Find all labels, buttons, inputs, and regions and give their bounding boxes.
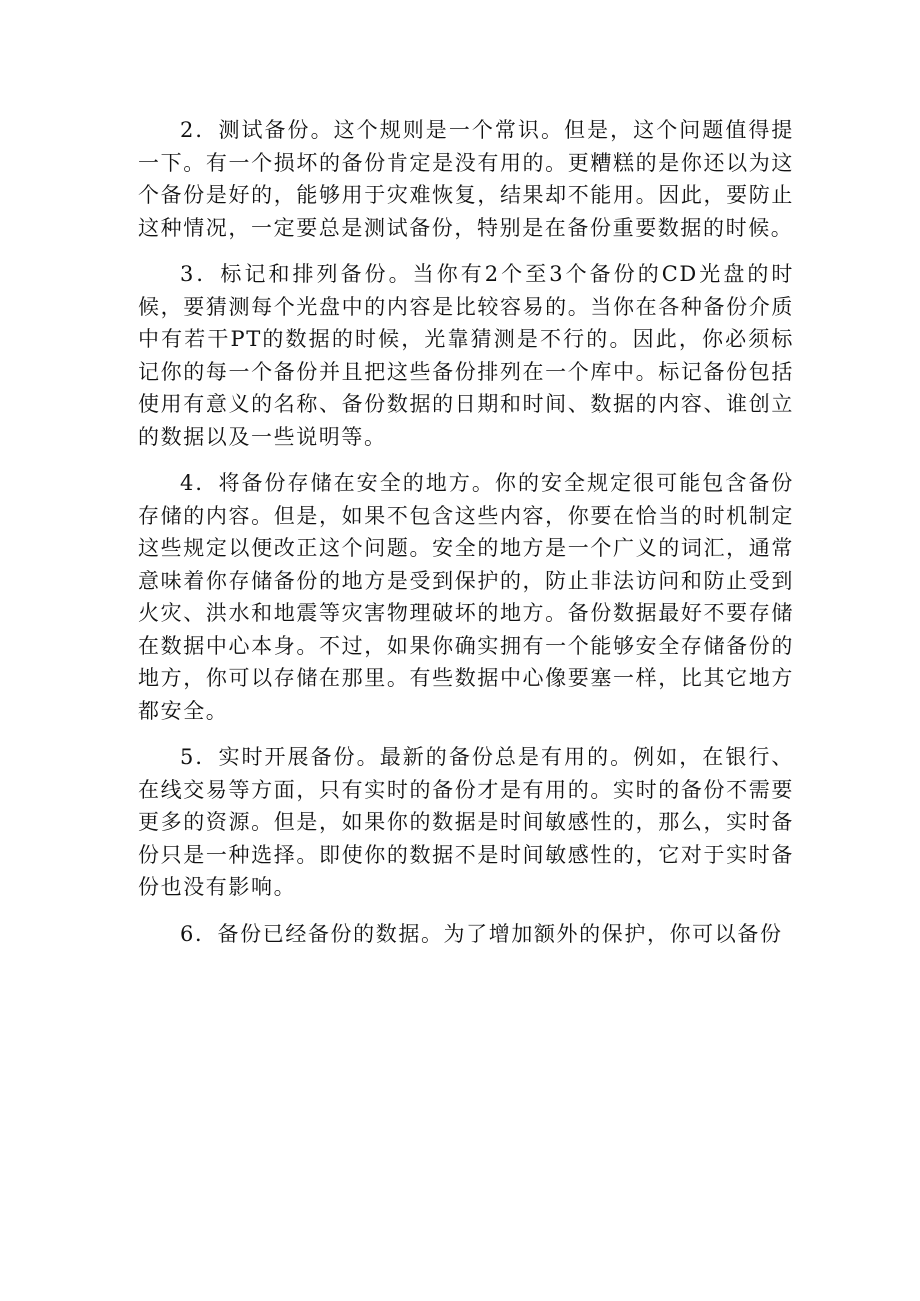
paragraph-backup-backed-up-data: 6．备份已经备份的数据。为了增加额外的保护，你可以备份 <box>180 921 783 946</box>
document-body <box>138 114 794 964</box>
paragraph-label-backups: 3．标记和排列备份。当你有2个至3个备份的CD光盘的时候，要猜测每个光盘中的内容是比较容易的。当你在各种备份介质中有若干PT的数据的时候，光靠猜测是不行的。因此，你必须标记你的每一个备份并且把这些备份排列在一个库中。标记备份包括使用有意义的名称、备份数据的日期和时间、数据的内容、谁创立的数据以及一些说明等。 <box>138 262 794 449</box>
paragraph-realtime-backups: 5．实时开展备份。最新的备份总是有用的。例如，在银行、在线交易等方面，只有实时的备份才是有用的。实时的备份不需要更多的资源。但是，如果你的数据是时间敏感性的，那么，实时备份只是一种选择。即使你的数据不是时间敏感性的，它对于实时备份也没有影响。 <box>138 745 794 899</box>
paragraph-test-backups: 2．测试备份。这个规则是一个常识。但是，这个问题值得提一下。有一个损坏的备份肯定是没有用的。更糟糕的是你还以为这个备份是好的，能够用于灾难恢复，结果却不能用。因此，要防止这种情况，一定要总是测试备份，特别是在备份重要数据的时候。 <box>138 118 794 240</box>
paragraph-store-backups-safely: 4．将备份存储在安全的地方。你的安全规定很可能包含备份存储的内容。但是，如果不包含这些内容，你要在恰当的时机制定这些规定以便改正这个问题。安全的地方是一个广义的词汇，通常意味着你存储备份的地方是受到保护的，防止非法访问和防止受到火灾、洪水和地震等灾害物理破坏的地方。备份数据最好不要存储在数据中心本身。不过，如果你确实拥有一个能够安全存储备份的地方，你可以存储在那里。有些数据中心像要塞一样，比其它地方都安全。 <box>138 471 794 723</box>
